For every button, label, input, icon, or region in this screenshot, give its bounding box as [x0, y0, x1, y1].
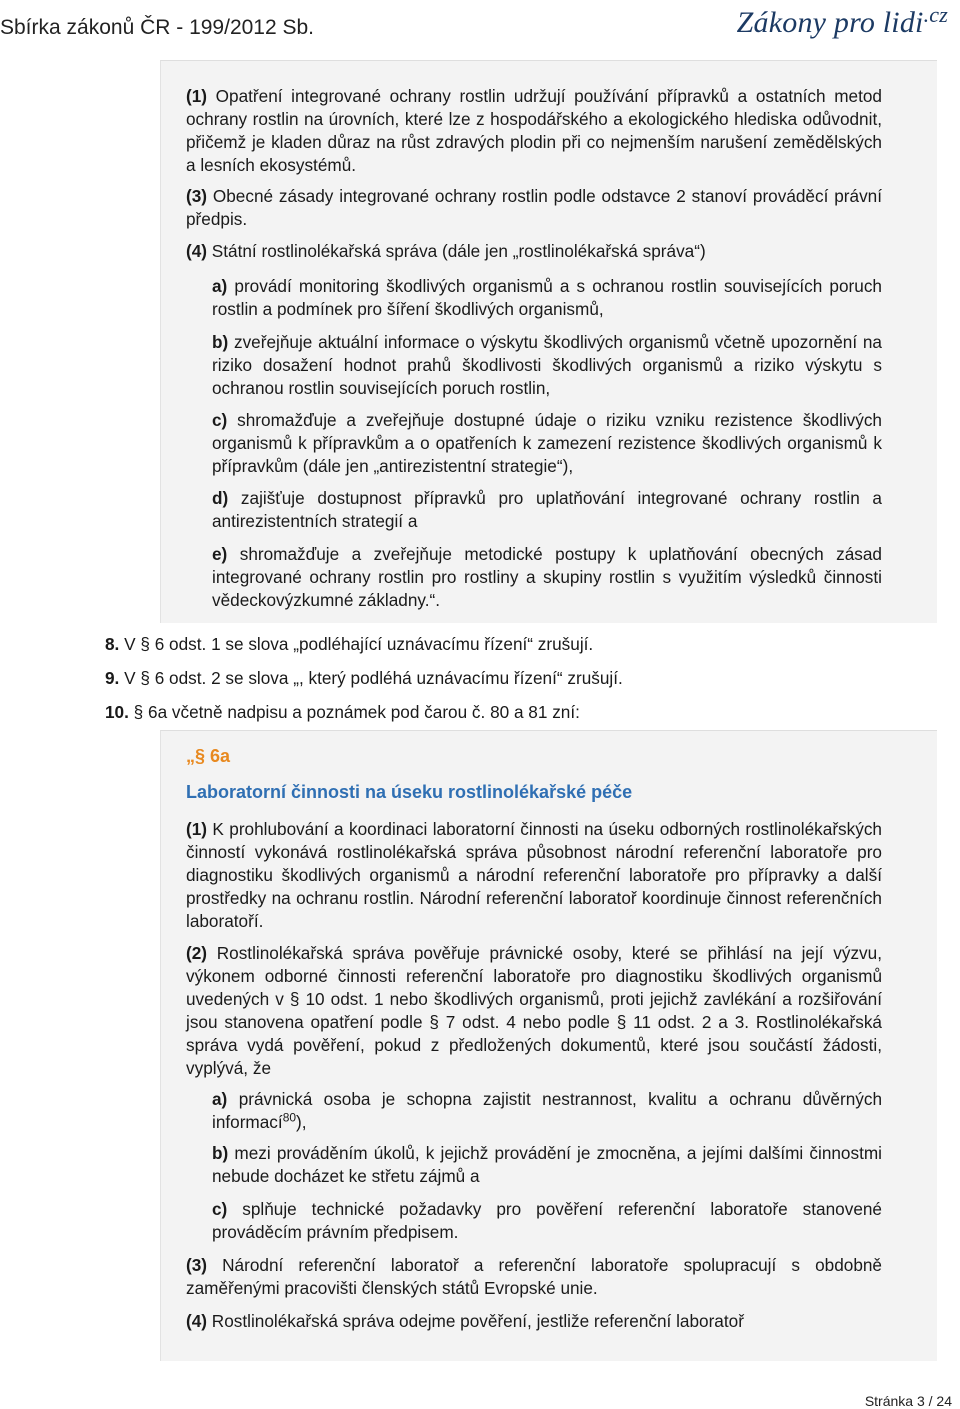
- item-text-tail: ),: [296, 1112, 307, 1132]
- item-text: shromažďuje a zveřejňuje metodické postupy k uplatňování obecných zásad integrované ochrany rostlin pro rostliny a skupiny rostlin s využitím výsledků činnosti vědeckovýzkumné základny.“.: [212, 544, 882, 610]
- section-item-b: [212, 1142, 882, 1188]
- point-text: V § 6 odst. 1 se slova „podléhající uznávacímu řízení“ zrušují.: [119, 634, 594, 654]
- section-title-text: Laboratorní činnosti na úseku rostlinolékařské péče: [186, 782, 633, 802]
- page-number: Stránka 3 / 24: [864, 1393, 952, 1409]
- item-letter: c): [212, 410, 228, 430]
- item-text: zveřejňuje aktuální informace o výskytu škodlivých organismů včetně upozornění na riziko dosažení hodnot prahů škodlivosti škodlivých organismů a riziko výskytu s ochranou rostlin souvisejících poruch rostlin,: [212, 332, 882, 398]
- paragraph-number: (4): [186, 1311, 208, 1331]
- paragraph-text: Obecné zásady integrované ochrany rostlin podle odstavce 2 stanoví prováděcí právní předpis.: [186, 186, 882, 229]
- list-item-a: [212, 275, 882, 321]
- paragraph-3: [186, 185, 882, 231]
- point-text: V § 6 odst. 2 se slova „, který podléhá uznávacímu řízení“ zrušují.: [119, 668, 623, 688]
- item-letter: d): [212, 488, 229, 508]
- paragraph-text: Rostlinolékařská správa odejme pověření, jestliže referenční laboratoř: [207, 1311, 744, 1331]
- point-number: 8.: [105, 634, 120, 654]
- item-letter: b): [212, 1143, 229, 1163]
- item-letter: e): [212, 544, 228, 564]
- paragraph-number: (1): [186, 819, 208, 839]
- paragraph-number: (3): [186, 186, 208, 206]
- point-number: 10.: [105, 702, 129, 722]
- point-number: 9.: [105, 668, 120, 688]
- item-letter: a): [212, 276, 228, 296]
- list-item-c: [212, 409, 882, 478]
- section-item-a: [212, 1088, 882, 1134]
- item-text: shromažďuje a zveřejňuje dostupné údaje o riziku vzniku rezistence škodlivých organismů k přípravkům a o opatřeních k zamezení rezistence škodlivých organismů k přípravkům (dále jen „antirezistentní strategie“),: [212, 410, 882, 476]
- section-item-c: [212, 1198, 882, 1244]
- paragraph-text: Národní referenční laboratoř a referenční laboratoře spolupracují s obdobně zaměřenými pracovišti členských států Evropské unie.: [186, 1255, 882, 1298]
- logo-text: Zákony pro lidi: [736, 6, 924, 39]
- document-title: Sbírka zákonů ČR - 199/2012 Sb.: [0, 16, 315, 39]
- item-text: splňuje technické požadavky pro pověření referenční laboratoře stanovené prováděcím právním předpisem.: [212, 1199, 882, 1242]
- item-letter: c): [212, 1199, 228, 1219]
- paragraph-text: K prohlubování a koordinaci laboratorní činnosti na úseku odborných rostlinolékařských činností vykonává rostlinolékařská správa působnost národní referenční laboratoře pro diagnostiku škodlivých organismů a národní referenční laboratoře pro přípravky a další prostředky na ochranu rostlin. Národní referenční laboratoř koordinuje činnost referenčních laboratoří.: [186, 819, 882, 931]
- item-text: mezi prováděním úkolů, k jejichž provádění je zmocněna, a jejími dalšími činnostmi nebude docházet ke střetu zájmů a: [212, 1143, 882, 1186]
- list-item-e: [212, 543, 882, 612]
- item-text: provádí monitoring škodlivých organismů a s ochranou rostlin souvisejících poruch rostlin a podmínek pro šíření škodlivých organismů,: [212, 276, 882, 319]
- amendment-point-9: [105, 667, 925, 690]
- list-item-b: [212, 331, 882, 400]
- list-item-d: [212, 487, 882, 533]
- section-paragraph-4: [186, 1310, 882, 1333]
- paragraph-number: (4): [186, 241, 208, 261]
- paragraph-1: [186, 85, 882, 177]
- section-title: [186, 781, 882, 804]
- amendment-point-10: [105, 701, 925, 724]
- item-letter: b): [212, 332, 229, 352]
- paragraph-number: (3): [186, 1255, 208, 1275]
- section-paragraph-3: [186, 1254, 882, 1300]
- point-text: § 6a včetně nadpisu a poznámek pod čarou č. 80 a 81 zní:: [128, 702, 580, 722]
- amendment-point-8: [105, 633, 925, 656]
- paragraph-text: Státní rostlinolékařská správa (dále jen „rostlinolékařská správa“): [207, 241, 706, 261]
- section-number-text: „§ 6a: [186, 746, 231, 766]
- site-logo[interactable]: [737, 2, 948, 40]
- section-number: [186, 745, 882, 768]
- section-paragraph-1: [186, 818, 882, 933]
- logo-suffix: .cz: [923, 2, 948, 27]
- footnote-reference[interactable]: 80: [282, 1110, 297, 1125]
- paragraph-number: (2): [186, 943, 208, 963]
- item-text: zajišťuje dostupnost přípravků pro uplatňování integrované ochrany rostlin a antirezistentních strategií a: [212, 488, 882, 531]
- item-letter: a): [212, 1089, 228, 1109]
- paragraph-text: Opatření integrované ochrany rostlin udržují používání přípravků a ostatních metod ochrany rostlin na úrovních, které lze z hospodářského a ekologického hlediska odůvodnit, přičemž je kladen důraz na růst zdravých plodin při co nejmenším narušení zemědělských a lesních ekosystémů.: [186, 86, 882, 175]
- paragraph-number: (1): [186, 86, 208, 106]
- item-text: právnická osoba je schopna zajistit nestrannost, kvalitu a ochranu důvěrných informací: [212, 1089, 882, 1132]
- paragraph-4: [186, 240, 882, 263]
- section-paragraph-2: [186, 942, 882, 1080]
- paragraph-text: Rostlinolékařská správa pověřuje právnické osoby, které se přihlásí na její výzvu, výkonem odborné činnosti referenční laboratoře pro diagnostiku škodlivých organismů uvedených v § 10 odst. 1 nebo škodlivých organismů, proti jejichž zavlékání a rozšiřování jsou stanovena opatření podle § 7 odst. 4 nebo podle § 11 odst. 2 a 3. Rostlinolékařská správa vydá pověření, pokud z předložených dokumentů, které jsou součástí žádosti, vyplývá, že: [186, 943, 882, 1078]
